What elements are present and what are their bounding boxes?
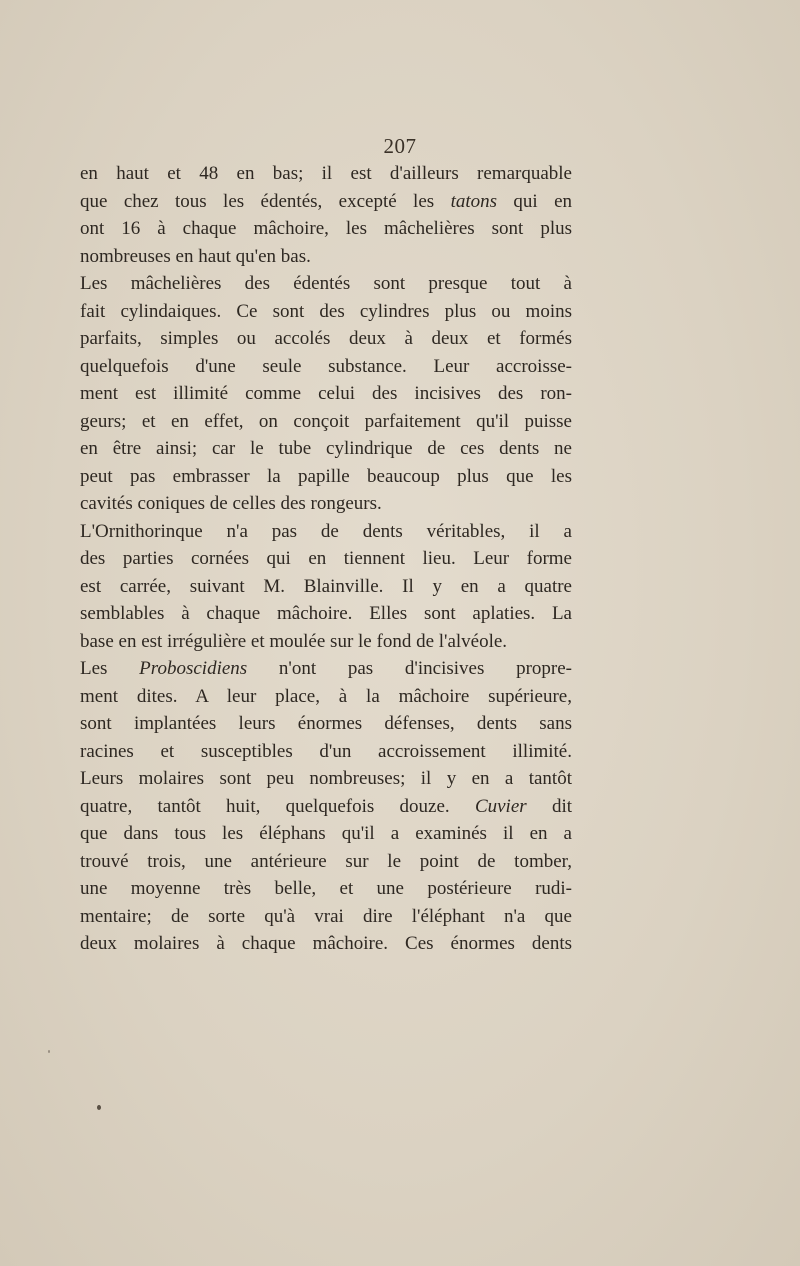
ink-speck	[48, 1050, 50, 1053]
page-number: 207	[383, 134, 417, 158]
text-line-1: en haut et 48 en bas; il est d'ailleurs remarquable	[80, 163, 572, 184]
text-line-19: Les Proboscidiens n'ont pas d'incisives propre-	[80, 658, 572, 679]
text-line-9: ment est illimité comme celui des incisives des ron-	[80, 383, 572, 404]
text-line-2: que chez tous les édentés, excepté les tatons qui en	[80, 190, 572, 212]
text-line-24: quatre, tantôt huit, quelquefois douze. Cuvier dit	[80, 795, 573, 817]
text-line-16: est carrée, suivant M. Blainville. Il y en a quatre	[80, 575, 572, 597]
text-line-14: L'Ornithorinque n'a pas de dents véritables, il a	[80, 520, 572, 542]
text-line-4: nombreuses en haut qu'en bas.	[80, 245, 311, 267]
text-line-26: trouvé trois, une antérieure sur le point de tomber,	[80, 850, 572, 872]
text-line-21: sont implantées leurs énormes défenses, dents sans	[80, 713, 572, 734]
text-line-15: des parties cornées qui en tiennent lieu. Leur forme	[80, 548, 572, 569]
body-text	[80, 160, 572, 958]
italic-word: Cuvier	[474, 795, 527, 817]
ink-speck	[97, 1105, 101, 1110]
text-line-10: geurs; et en effet, on conçoit parfaitement qu'il puisse	[80, 410, 572, 432]
text-line-18: base en est irrégulière et moulée sur le fond de l'alvéole.	[80, 630, 508, 652]
italic-word: tatons	[450, 190, 498, 212]
text-line-27: une moyenne très belle, et une postérieure rudi-	[80, 878, 572, 899]
text-line-29: deux molaires à chaque mâchoire. Ces énormes dents	[80, 933, 572, 954]
text-line-22: racines et susceptibles d'un accroissement illimité.	[80, 740, 572, 762]
text-line-7: parfaits, simples ou accolés deux à deux et formés	[80, 328, 572, 349]
text-line-28: mentaire; de sorte qu'à vrai dire l'éléphant n'a que	[80, 905, 572, 927]
text-line-25: que dans tous les éléphans qu'il a examinés il en a	[80, 823, 572, 844]
text-line-11: en être ainsi; car le tube cylindrique de ces dents ne	[80, 438, 572, 459]
text-line-3: ont 16 à chaque mâchoire, les mâchelières sont plus	[80, 218, 572, 239]
italic-word: Proboscidiens	[139, 658, 248, 679]
text-line-23: Leurs molaires sont peu nombreuses; il y en a tantôt	[80, 768, 572, 789]
text-line-12: peut pas embrasser la papille beaucoup plus que les	[80, 465, 572, 487]
text-line-8: quelquefois d'une seule substance. Leur accroisse-	[80, 355, 572, 377]
text-line-6: fait cylindaiques. Ce sont des cylindres plus ou moins	[80, 300, 572, 322]
text-line-13: cavités coniques de celles des rongeurs.	[80, 493, 382, 514]
text-line-17: semblables à chaque mâchoire. Elles sont aplaties. La	[80, 603, 572, 624]
text-line-5: Les mâchelières des édentés sont presque tout à	[80, 273, 572, 294]
text-line-20: ment dites. A leur place, à la mâchoire supérieure,	[80, 685, 572, 707]
